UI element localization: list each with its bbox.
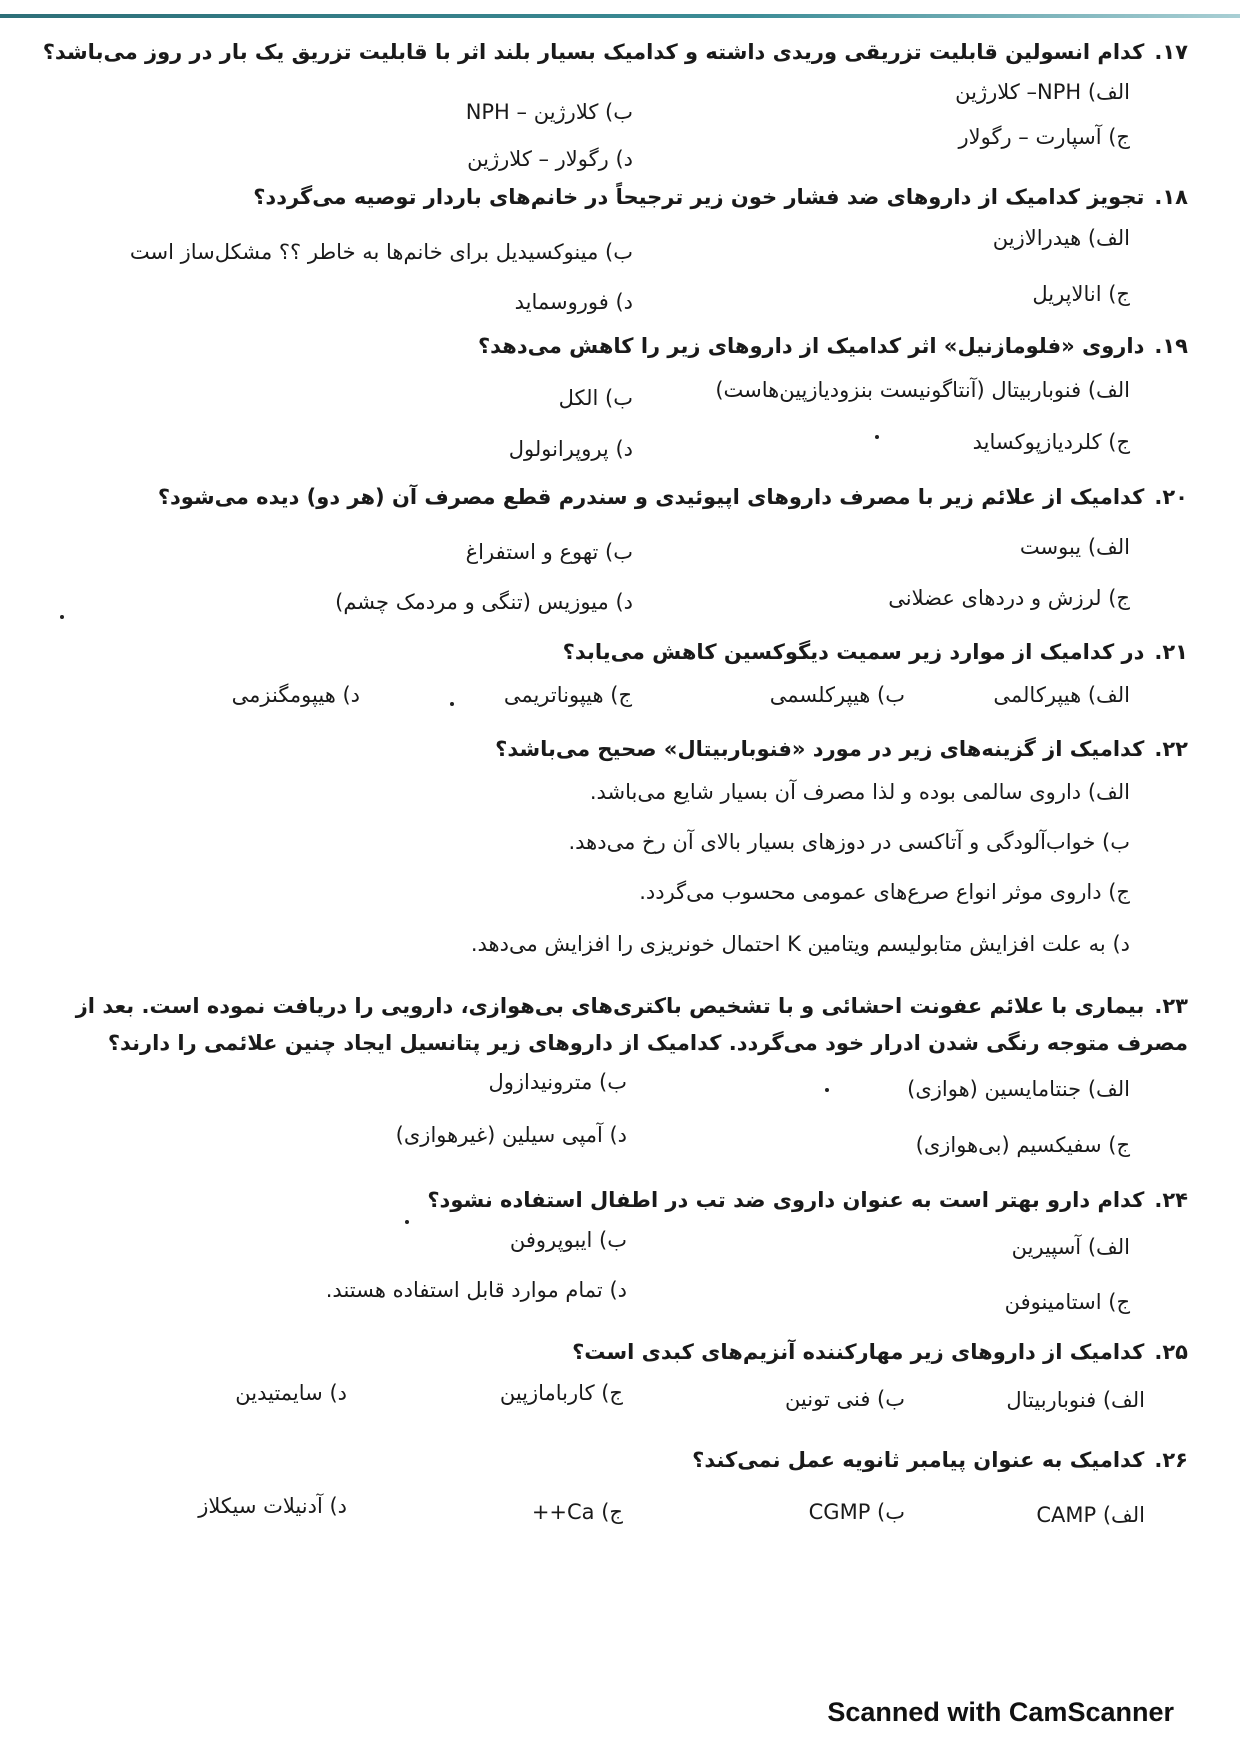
option-a: الف) هیپرکالمی [993,683,1130,707]
question-number: ۲۲. [1154,737,1188,761]
option-b: ب) فنی تونین [784,1387,905,1411]
option-b: ب) تهوع و استفراغ [465,540,633,564]
option-d: د) تمام موارد قابل استفاده هستند. [325,1278,627,1302]
option-b: ب) CGMP [808,1500,905,1524]
question-24 [427,1188,1188,1212]
option-d: د) آدنیلات سیکلاز [198,1494,347,1518]
question-text: کدامیک از علائم زیر با مصرف داروهای اپیوئیدی و سندرم قطع مصرف آن (هر دو) دیده می‌شود؟ [157,485,1145,509]
question-text: در کدامیک از موارد زیر سمیت دیگوکسین کاهش می‌یابد؟ [562,640,1145,664]
scan-speck [405,1220,409,1224]
question-number: ۲۵. [1154,1340,1188,1364]
option-a: الف) فنوباربیتال [1006,1388,1145,1412]
option-c: ج) کاربامازپین [499,1381,623,1405]
question-text: کدام انسولین قابلیت تزریقی وریدی داشته و کدامیک بسیار بلند اثر با قابلیت تزریق یک بار در روز می‌باشد؟ [42,40,1145,64]
question-text: کدام دارو بهتر است به عنوان داروی ضد تب در اطفال استفاده نشود؟ [427,1188,1145,1212]
option-a: الف) NPH– کلارژین [955,80,1130,104]
question-text: کدامیک از گزینه‌های زیر در مورد «فنوباربیتال» صحیح می‌باشد؟ [495,737,1145,761]
option-c: ج) آسپارت – رگولار [958,125,1130,149]
question-number: ۲۳. [1154,994,1188,1018]
question-text: کدامیک به عنوان پیامبر ثانویه عمل نمی‌کند؟ [692,1448,1145,1472]
scan-speck [60,615,64,619]
top-border-rule [0,14,1240,18]
option-c: ج) لرزش و دردهای عضلانی [888,586,1130,610]
question-text: داروی «فلومازنیل» اثر کدامیک از داروهای زیر را کاهش می‌دهد؟ [477,334,1145,358]
option-d: د) سایمتیدین [235,1381,347,1405]
option-c: ج) هیپوناتریمی [503,683,632,707]
question-17 [43,40,1188,64]
scanner-watermark: Scanned with CamScanner [827,1697,1174,1727]
question-21 [563,640,1188,664]
option-c: ج) انالاپریل [1032,282,1130,306]
option-d: د) پروپرانولول [508,437,633,461]
option-a: الف) فنوباربیتال (آنتاگونیست بنزودیازپین‌هاست) [715,378,1130,402]
option-a: الف) جنتامایسین (هوازی) [907,1077,1130,1101]
question-number: ۱۸. [1154,185,1188,209]
question-22 [495,737,1188,761]
question-18 [253,185,1188,209]
question-number: ۲۱. [1154,640,1188,664]
question-number: ۲۴. [1154,1188,1188,1212]
option-b: ب) الکل [558,386,633,410]
question-23 [68,988,1188,1062]
question-number: ۲۰. [1154,485,1188,509]
option-a: الف) یبوست [1019,535,1130,559]
option-c: ج) کلردیازپوکساید [972,430,1130,454]
option-c: ج) Ca++ [531,1500,623,1524]
question-number: ۱۹. [1154,334,1188,358]
scan-speck [450,702,454,706]
option-a: الف) آسپیرین [1011,1235,1130,1259]
option-a: الف) CAMP [1036,1503,1145,1527]
option-d: د) آمپی سیلین (غیرهوازی) [395,1123,627,1147]
option-a: الف) هیدرالازین [992,226,1130,250]
option-d: د) به علت افزایش متابولیسم ویتامین K احتمال خونریزی را افزایش می‌دهد. [470,932,1130,956]
question-number: ۲۶. [1154,1448,1188,1472]
question-25 [572,1340,1188,1364]
option-b: ب) هیپرکلسمی [769,683,905,707]
scan-speck [825,1088,829,1092]
option-c: ج) استامینوفن [1004,1290,1130,1314]
option-d: د) فوروسماید [514,290,633,314]
option-b: ب) کلارژین – NPH [465,100,633,124]
question-text: کدامیک از داروهای زیر مهارکننده آنزیم‌های کبدی است؟ [572,1340,1145,1364]
option-a: الف) داروی سالمی بوده و لذا مصرف آن بسیار شایع می‌باشد. [589,780,1130,804]
option-b: ب) ایبوپروفن [509,1228,627,1252]
question-26 [692,1448,1188,1472]
option-b: ب) مترونیدازول [488,1070,627,1094]
question-number: ۱۷. [1154,40,1188,64]
question-20 [158,485,1188,509]
option-c: ج) سفیکسیم (بی‌هوازی) [915,1133,1130,1157]
option-c: ج) داروی موثر انواع صرع‌های عمومی محسوب می‌گردد. [639,880,1130,904]
option-d: د) هیپومگنزمی [231,683,360,707]
option-d: د) رگولار – کلارژین [467,147,633,171]
question-19 [478,334,1188,358]
option-d: د) میوزیس (تنگی و مردمک چشم) [335,590,633,614]
question-text: تجویز کدامیک از داروهای ضد فشار خون زیر ترجیحاً در خانم‌های باردار توصیه می‌گردد؟ [253,185,1145,209]
option-b: ب) خواب‌آلودگی و آتاکسی در دوزهای بسیار بالای آن رخ می‌دهد. [568,830,1130,854]
scan-speck [875,435,879,439]
option-b: ب) مینوکسیدیل برای خانم‌ها به خاطر ؟؟ مشکل‌ساز است [129,240,633,264]
question-text: بیماری با علائم عفونت احشائی و با تشخیص باکتری‌های بی‌هوازی، دارویی را دریافت نموده است. بعد از مصرف متوجه رنگی شدن ادرار خود می‌گردد. کدامیک از داروهای زیر پتانسیل ایجاد چنین علائمی را دارند؟ [75,994,1188,1055]
